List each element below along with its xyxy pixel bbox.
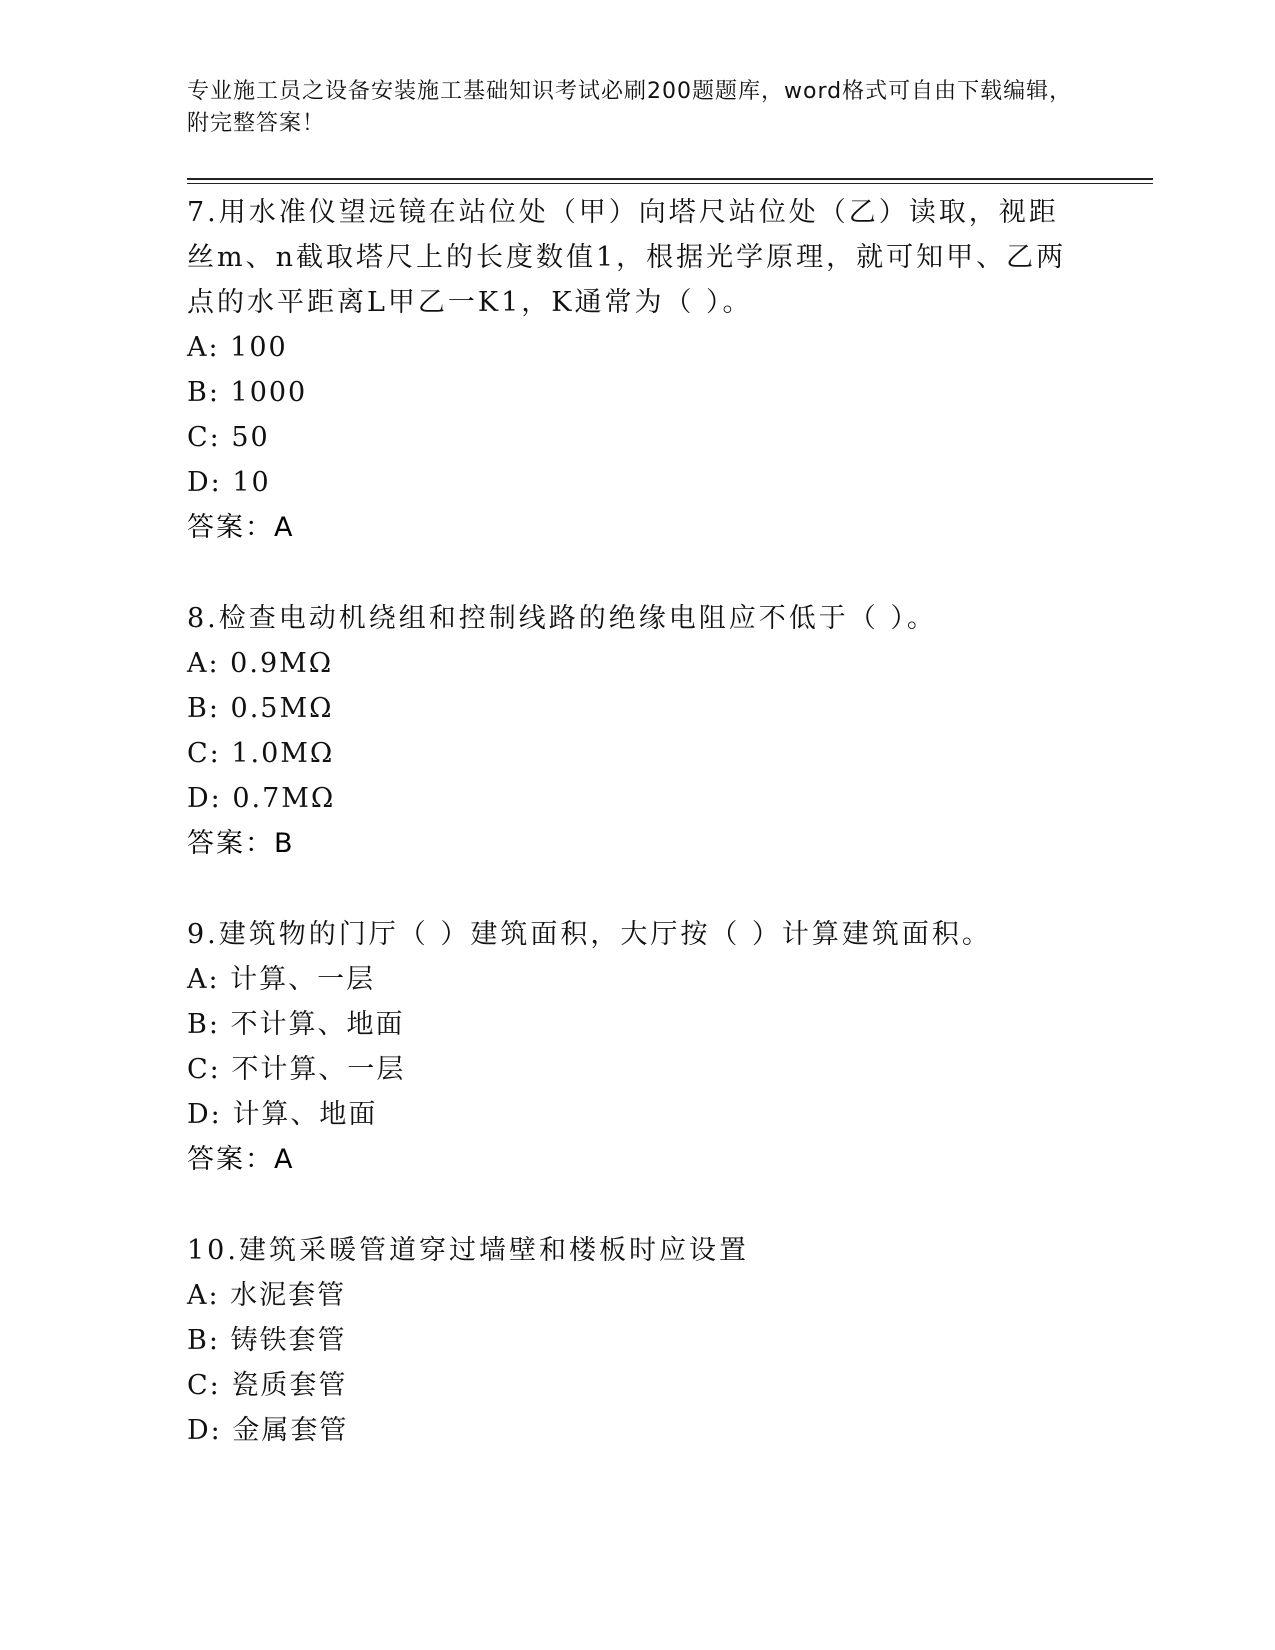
option-b: B: 铸铁套管 <box>187 1325 347 1356</box>
question-text: 7.用水准仪望远镜在站位处（甲）向塔尺站位处（乙）读取，视距丝m、n截取塔尺上的长度数值1，根据光学原理，就可知甲、乙两点的水平距离L甲乙一K1，K通常为（ ）。 <box>187 197 1067 318</box>
question-text: 9.建筑物的门厅（ ）建筑面积，大厅按（ ）计算建筑面积。 <box>187 919 992 950</box>
answer-line: 答案：B <box>187 828 295 859</box>
question-list <box>187 190 1087 1453</box>
option-c: C: 50 <box>187 422 270 453</box>
option-c: C: 1.0MΩ <box>187 738 335 769</box>
answer-line: 答案：A <box>187 512 295 543</box>
document-header: 专业施工员之设备安装施工基础知识考试必刷200题题库，word格式可自由下载编辑，附完整答案！ <box>187 79 1073 136</box>
option-c: C: 瓷质套管 <box>187 1370 348 1401</box>
question-spacer <box>187 866 1087 912</box>
question-text: 8.检查电动机绕组和控制线路的绝缘电阻应不低于（ ）。 <box>187 603 937 634</box>
option-b: B: 0.5MΩ <box>187 693 334 724</box>
option-c: C: 不计算、一层 <box>187 1054 406 1085</box>
option-a: A: 0.9MΩ <box>187 648 334 679</box>
option-d: D: 0.7MΩ <box>187 783 336 814</box>
question-8 <box>187 596 1087 866</box>
question-spacer <box>187 550 1087 596</box>
question-9 <box>187 912 1087 1182</box>
answer-line: 答案：A <box>187 1144 295 1175</box>
question-text: 10.建筑采暖管道穿过墙壁和楼板时应设置 <box>187 1235 749 1266</box>
option-a: A: 100 <box>187 332 288 363</box>
question-10 <box>187 1228 1087 1453</box>
option-d: D: 金属套管 <box>187 1415 349 1446</box>
option-a: A: 水泥套管 <box>187 1280 347 1311</box>
option-b: B: 不计算、地面 <box>187 1009 405 1040</box>
option-b: B: 1000 <box>187 377 308 408</box>
header-rule-thick <box>187 178 1153 180</box>
option-d: D: 10 <box>187 467 271 498</box>
question-spacer <box>187 1182 1087 1228</box>
option-d: D: 计算、地面 <box>187 1099 378 1130</box>
question-7 <box>187 190 1087 550</box>
option-a: A: 计算、一层 <box>187 964 376 995</box>
header-rule-thin <box>187 183 1153 184</box>
